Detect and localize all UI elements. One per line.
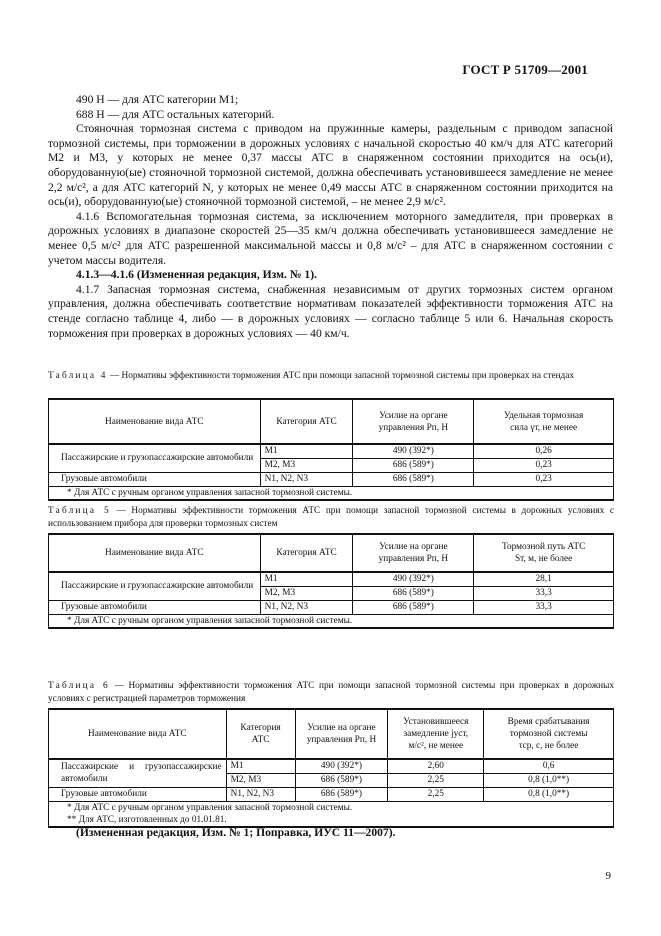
table4 [48,398,614,501]
paragraph-4-1-7: 4.1.7 Запасная тормозная система, снабженная независимым от других тормозных систем органом управления, должна обеспечивать соответствие нормативам показателей эффективности торможения АТС на стенде согласно таблице 4, либо — в дорожных условиях — согласно таблице 5 или 6. Начальная скорость торможения при проверках в дорожных условиях — 40 км/ч. [48,282,613,340]
table6-header-category: Категория АТС [226,709,295,759]
table4-footnote: * Для АТС с ручным органом управления запасной тормозной системы. [49,486,614,500]
table4-header-category: Категория АТС [260,399,353,444]
table6 [48,708,614,828]
document-header: ГОСТ Р 51709—2001 [462,62,588,77]
table4-header-value: Удельная тормозная сила γт, не менее [474,399,614,444]
table5-header-value: Тормозной путь АТС Sт, м, не более [474,534,614,572]
table5-header-category: Категория АТС [260,534,353,572]
table-row: Грузовые автомобили N1, N2, N3 686 (589*) 33,3 [49,600,614,614]
paragraph-force-other: 688 Н — для АТС остальных категорий. [76,107,275,121]
table5-header-name: Наименование вида АТС [49,534,261,572]
page-number: 9 [605,870,611,882]
table6-header-response-time: Время срабатывания тормозной системы τср, с, не более [484,709,614,759]
paragraph-4-1-6: 4.1.6 Вспомогательная тормозная система, за исключением моторного замедлителя, при проверках в дорожных условиях в диапазоне скоростей 25—35 км/ч должна обеспечивать установившееся замедление не менее 0,5 м/с² для АТС разрешенной максимальной массы и 0,8 м/с² – для АТС в снаряженном состоянии с учетом массы водителя. [48,209,613,267]
table6-footnote-1: * Для АТС с ручным органом управления запасной тормозной системы. [67,802,353,813]
table6-header-force: Усилие на органе управления Pп, Н [295,709,388,759]
table6-header-name: Наименование вида АТС [49,709,227,759]
edition-footnote: (Измененная редакция, Изм. № 1; Поправка, ИУС 11—2007). [76,826,396,839]
table4-header-force: Усилие на органе управления Pп, Н [353,399,474,444]
table5 [48,533,614,629]
table6-footnotes [49,801,614,827]
table-row: Пассажирские и грузопассажирские автомобили M1 490 (392*) 28,1 [49,572,614,586]
table6-header-deceleration: Установившееся замедление jуст, м/с², не менее [388,709,484,759]
table-row: Грузовые автомобили N1, N2, N3 686 (589*) 2,25 0,8 (1,0**) [49,787,614,801]
table6-caption: Таблица 6 — Нормативы эффективности торможения АТС при помощи запасной тормозной системы при проверках в дорожных условиях с регистрацией параметров торможения [48,681,614,704]
paragraph-parking-brake: Стояночная тормозная система с приводом на пружинные камеры, раздельным с приводом запасной тормозной системы, при торможении в дорожных условиях с начальной скоростью 40 км/ч для АТС категорий М2 и М3, у которых не менее 0,37 массы АТС в снаряженном состоянии приходится на ось(и), оборудованную(ые) стояночной тормозной системой, должна обеспечивать установившееся замедление не менее 2,2 м/с², а для АТС категорий N, у которых не менее 0,49 массы АТС в снаряженном состоянии приходится на ось(и), оборудованную(ые) стояночной тормозной системой, – не менее 2,9 м/с². [48,122,613,209]
paragraph-edition-note: 4.1.3—4.1.6 (Измененная редакция, Изм. № 1). [76,268,317,282]
table-row: M2, M3 686 (589*) 33,3 [49,586,614,600]
table-row: Грузовые автомобили N1, N2, N3 686 (589*) 0,23 [49,472,614,486]
table-row: Пассажирские и грузопассажирские автомобили M1 490 (392*) 0,26 [49,444,614,458]
table5-caption: Таблица 5 — Нормативы эффективности торможения АТС при помощи запасной тормозной системы в дорожных условиях с использованием прибора для проверки тормозных систем [48,506,615,529]
table5-footnote: * Для АТС с ручным органом управления запасной тормозной системы. [49,614,614,628]
table4-caption: Таблица 4 — Нормативы эффективности торможения АТС при помощи запасной тормозной системы при проверках на стендах [48,371,575,381]
paragraph-force-m1: 490 Н — для АТС категории M1; [76,93,239,106]
body-text [48,93,613,341]
table4-header-name: Наименование вида АТС [49,399,261,444]
table-row: M2, M3 686 (589*) 2,25 0,8 (1,0**) [49,773,614,787]
table6-footnote-2: ** Для АТС, изготовленных до 01.01.81. [67,814,227,825]
table-row: M2, M3 686 (589*) 0,23 [49,458,614,472]
table5-header-force: Усилие на органе управления Pп, Н [353,534,474,572]
table-row: Пассажирские и грузопассажирские автомобили M1 490 (392*) 2,60 0,6 [49,759,614,773]
